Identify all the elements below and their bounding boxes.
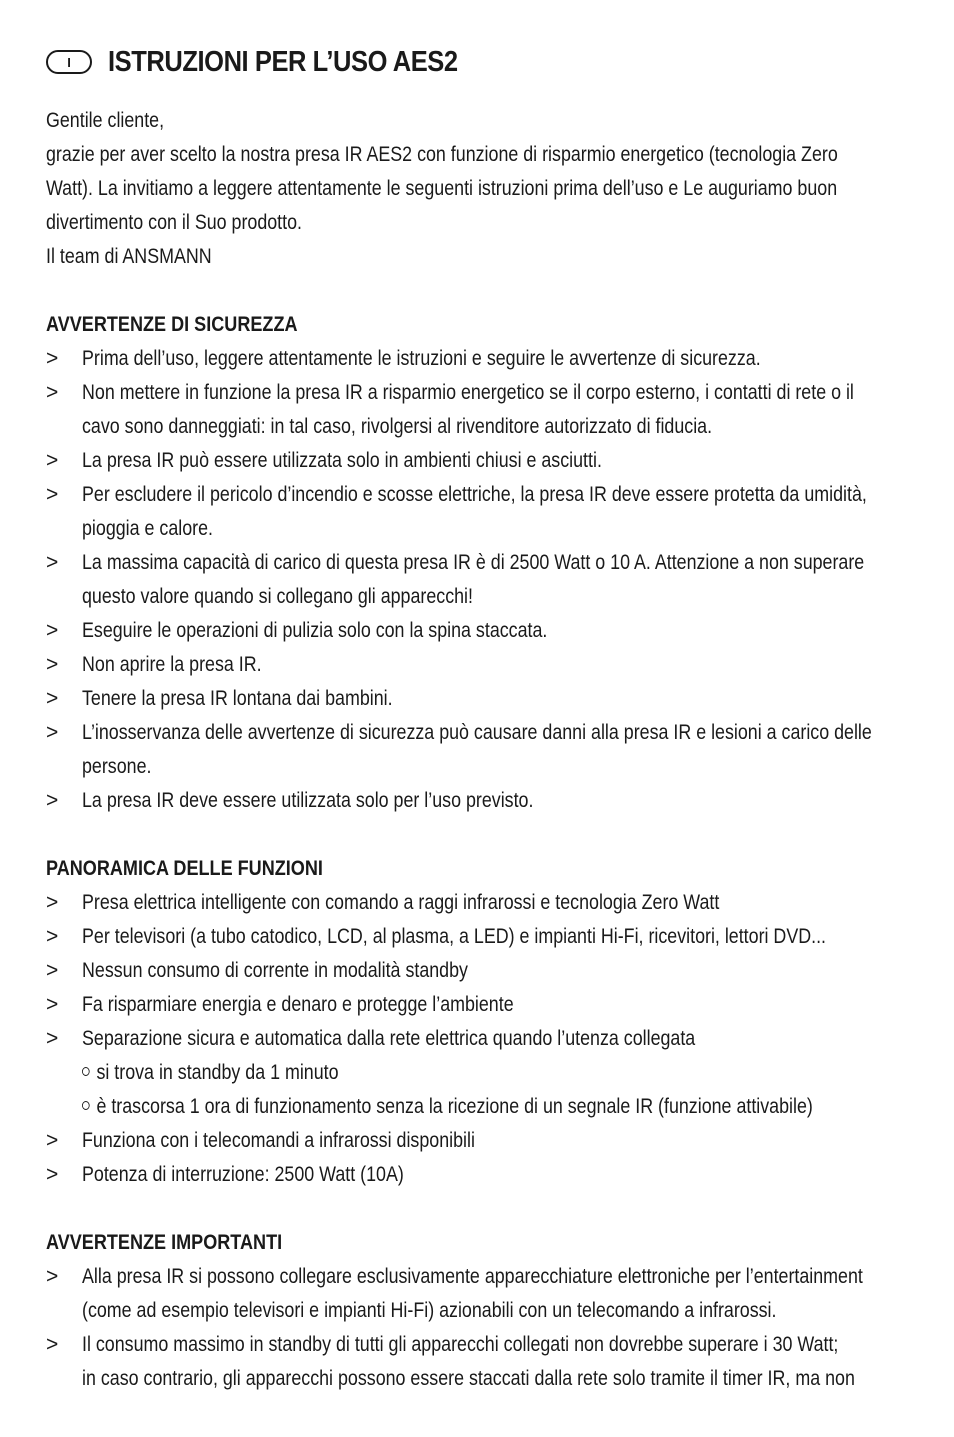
list-item-text: L’inosservanza delle avvertenze di sicurezza può causare danni alla presa IR e lesioni a carico delle [82, 721, 872, 744]
list-item-text: La presa IR può essere utilizzata solo in ambienti chiusi e asciutti. [82, 449, 602, 472]
bullet-marker: > [46, 381, 59, 404]
list-item-text: in caso contrario, gli apparecchi possono essere staccati dalla rete solo tramite il timer IR, ma non [82, 1367, 855, 1390]
intro-line: Il team di ANSMANN [46, 245, 212, 268]
list-item [46, 342, 894, 376]
list-item-text: questo valore quando si collegano gli apparecchi! [82, 585, 473, 608]
bullet-marker: > [46, 1129, 59, 1152]
list-item [46, 784, 894, 818]
list-item [46, 546, 894, 614]
list-item-text: Il consumo massimo in standby di tutti gli apparecchi collegati non dovrebbe superare i 30 Watt; [82, 1333, 839, 1356]
list-item-text: Alla presa IR si possono collegare esclusivamente apparecchiature elettroniche per l’entertainment [82, 1265, 863, 1288]
intro-line: Watt). La invitiamo a leggere attentamente le seguenti istruzioni prima dell’uso e Le auguriamo buon [46, 177, 838, 200]
page-title: ISTRUZIONI PER L’USO AES2 [108, 45, 458, 78]
section-heading-important: AVVERTENZE IMPORTANTI [46, 1231, 283, 1254]
list-item [46, 682, 894, 716]
list-item [46, 444, 894, 478]
list-item-text: Eseguire le operazioni di pulizia solo con la spina staccata. [82, 619, 548, 642]
list-item-text: (come ad esempio televisori e impianti Hi-Fi) azionabili con un telecomando a infrarossi. [82, 1299, 777, 1322]
intro-paragraph [46, 104, 896, 274]
functions-list [46, 886, 894, 1056]
sub-list-item [46, 1090, 894, 1124]
sub-list-item [46, 1056, 894, 1090]
list-item [46, 1022, 894, 1056]
intro-line: divertimento con il Suo prodotto. [46, 211, 302, 234]
list-item-text: La presa IR deve essere utilizzata solo per l’uso previsto. [82, 789, 534, 812]
list-item-text: Non mettere in funzione la presa IR a risparmio energetico se il corpo esterno, i contatti di rete o il [82, 381, 854, 404]
list-item-text: Prima dell’uso, leggere attentamente le istruzioni e seguire le avvertenze di sicurezza. [82, 347, 761, 370]
list-item [46, 648, 894, 682]
bullet-marker: > [46, 483, 59, 506]
bullet-marker: > [46, 959, 59, 982]
list-item-text: cavo sono danneggiati: in tal caso, rivolgersi al rivenditore autorizzato di fiducia. [82, 415, 713, 438]
list-item [46, 614, 894, 648]
section-heading-functions: PANORAMICA DELLE FUNZIONI [46, 857, 323, 880]
bullet-marker: > [46, 687, 59, 710]
list-item [46, 478, 894, 546]
functions-list-continued [46, 1124, 894, 1192]
bullet-marker: > [46, 619, 59, 642]
list-item-text: pioggia e calore. [82, 517, 213, 540]
title-row [46, 42, 894, 82]
list-item-text: persone. [82, 755, 152, 778]
list-item [46, 988, 894, 1022]
section-heading-safety: AVVERTENZE DI SICUREZZA [46, 313, 298, 336]
bullet-marker: > [46, 925, 59, 948]
list-item-text: Nessun consumo di corrente in modalità standby [82, 959, 468, 982]
list-item-text: Per escludere il pericolo d’incendio e scosse elettriche, la presa IR deve essere protetta da umidità, [82, 483, 867, 506]
bullet-marker: > [46, 1027, 59, 1050]
intro-line: Gentile cliente, [46, 109, 165, 132]
bullet-marker: > [46, 1265, 59, 1288]
list-item-text: Funziona con i telecomandi a infrarossi disponibili [82, 1129, 475, 1152]
sub-list-item-text: è trascorsa 1 ora di funzionamento senza la ricezione di un segnale IR (funzione attivabile) [96, 1095, 813, 1118]
list-item [46, 716, 894, 784]
bullet-marker: > [46, 993, 59, 1016]
list-item-text: Tenere la presa IR lontana dai bambini. [82, 687, 393, 710]
language-badge: I [46, 50, 92, 74]
bullet-marker: > [46, 1163, 59, 1186]
list-item-text: Per televisori (a tubo catodico, LCD, al plasma, a LED) e impianti Hi-Fi, ricevitori, lettori DVD... [82, 925, 827, 948]
bullet-marker: > [46, 1333, 59, 1356]
list-item-text: La massima capacità di carico di questa presa IR è di 2500 Watt o 10 A. Attenzione a non superare [82, 551, 865, 574]
bullet-marker: > [46, 891, 59, 914]
bullet-marker: > [46, 551, 59, 574]
important-list [46, 1260, 894, 1396]
intro-line: grazie per aver scelto la nostra presa IR AES2 con funzione di risparmio energetico (tecnologia Zero [46, 143, 838, 166]
list-item [46, 920, 894, 954]
safety-list [46, 342, 894, 818]
list-item [46, 954, 894, 988]
bullet-marker: > [46, 347, 59, 370]
circle-bullet-icon [82, 1067, 90, 1076]
bullet-marker: > [46, 789, 59, 812]
list-item-text: Presa elettrica intelligente con comando a raggi infrarossi e tecnologia Zero Watt [82, 891, 720, 914]
list-item [46, 1260, 894, 1328]
list-item-text: Separazione sicura e automatica dalla rete elettrica quando l’utenza collegata [82, 1027, 696, 1050]
bullet-marker: > [46, 653, 59, 676]
list-item [46, 1124, 894, 1158]
circle-bullet-icon [82, 1101, 90, 1110]
list-item [46, 1158, 894, 1192]
list-item-text: Fa risparmiare energia e denaro e protegge l’ambiente [82, 993, 514, 1016]
list-item [46, 376, 894, 444]
list-item-text: Potenza di interruzione: 2500 Watt (10A) [82, 1163, 404, 1186]
sub-list-item-text: si trova in standby da 1 minuto [96, 1061, 339, 1084]
list-item [46, 886, 894, 920]
list-item-text: Non aprire la presa IR. [82, 653, 262, 676]
bullet-marker: > [46, 721, 59, 744]
bullet-marker: > [46, 449, 59, 472]
list-item [46, 1328, 894, 1396]
